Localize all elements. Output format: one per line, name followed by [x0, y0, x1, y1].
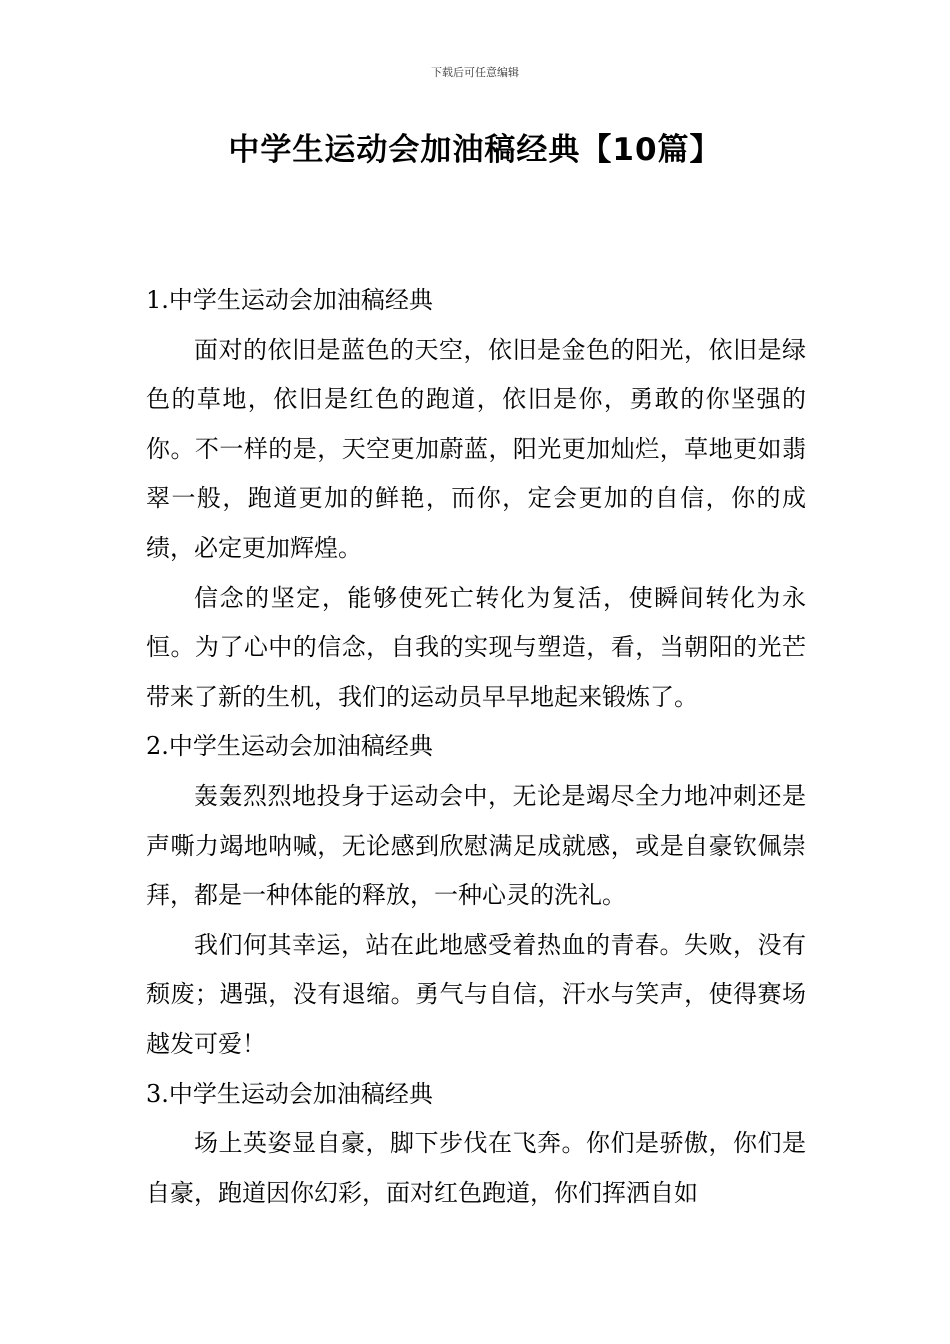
section-heading-1: 1.中学生运动会加油稿经典 [146, 286, 433, 314]
document-body [146, 276, 806, 1218]
paragraph-2-2: 我们何其幸运，站在此地感受着热血的青春。失败，没有颓废；遇强，没有退缩。勇气与自信，汗水与笑声，使得赛场越发可爱！ [146, 930, 806, 1058]
document-title: 中学生运动会加油稿经典【10篇】 [228, 132, 722, 168]
section-heading-2: 2.中学生运动会加油稿经典 [146, 732, 433, 761]
header-note: 下载后可任意编辑 [431, 66, 519, 79]
paragraph-2-1: 轰轰烈烈地投身于运动会中，无论是竭尽全力地冲刺还是声嘶力竭地呐喊，无论感到欣慰满足成就感，或是自豪钦佩崇拜，都是一种体能的释放，一种心灵的洗礼。 [146, 781, 806, 910]
paragraph-1-1: 面对的依旧是蓝色的天空，依旧是金色的阳光，依旧是绿色的草地，依旧是红色的跑道，依旧是你，勇敢的你坚强的你。不一样的是，天空更加蔚蓝，阳光更加灿烂，草地更如翡翠一般，跑道更加的鲜艳，而你，定会更加的自信，你的成绩，必定更加辉煌。 [146, 335, 806, 562]
section-heading-3: 3.中学生运动会加油稿经典 [146, 1079, 433, 1108]
paragraph-1-2: 信念的坚定，能够使死亡转化为复活，使瞬间转化为永恒。为了心中的信念，自我的实现与塑造，看，当朝阳的光芒带来了新的生机，我们的运动员早早地起来锻炼了。 [146, 583, 806, 711]
paragraph-3-1: 场上英姿显自豪，脚下步伐在飞奔。你们是骄傲，你们是自豪，跑道因你幻彩，面对红色跑道，你们挥洒自如 [146, 1129, 806, 1207]
